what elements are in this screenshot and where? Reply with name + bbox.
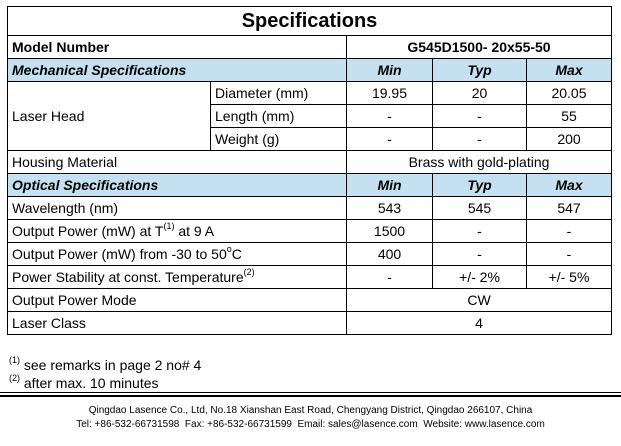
table-row bbox=[8, 243, 612, 266]
footer-address: Qingdao Lasence Co., Ltd, No.18 Xianshan East Road, Chengyang District, Qingdao 266107, China bbox=[88, 405, 533, 416]
label-text: at 9 A bbox=[174, 222, 215, 239]
optical-header-row bbox=[8, 174, 612, 197]
wavelength-label: Wavelength (nm) bbox=[8, 197, 347, 220]
divider bbox=[0, 392, 621, 393]
label-text: Output Power (mW) from -30 to 50 bbox=[12, 245, 227, 262]
housing-material-row bbox=[8, 151, 612, 174]
laser-head-label: Laser Head bbox=[8, 82, 211, 151]
optical-section-title: Optical Specifications bbox=[8, 174, 347, 197]
typ-value: - bbox=[433, 105, 527, 128]
table-row bbox=[8, 266, 612, 289]
title-row bbox=[8, 7, 612, 36]
mechanical-section-title: Mechanical Specifications bbox=[8, 59, 347, 82]
output-power-range-label bbox=[8, 243, 347, 266]
min-value: - bbox=[347, 128, 433, 151]
typ-value: - bbox=[433, 243, 527, 266]
footnote-mark: (1) bbox=[163, 220, 175, 231]
max-value: - bbox=[527, 243, 612, 266]
divider bbox=[0, 395, 621, 397]
table-row bbox=[8, 289, 612, 312]
min-value: 543 bbox=[347, 197, 433, 220]
typ-value: 545 bbox=[433, 197, 527, 220]
table-row bbox=[8, 82, 612, 105]
model-number-label: Model Number bbox=[8, 36, 347, 59]
laser-class-value: 4 bbox=[347, 312, 612, 335]
label-text: Power Stability at const. Temperature bbox=[12, 268, 244, 285]
param-label: Weight (g) bbox=[211, 128, 347, 151]
min-value: 1500 bbox=[347, 220, 433, 243]
column-min-header: Min bbox=[347, 59, 433, 82]
max-value: 20.05 bbox=[527, 82, 612, 105]
max-value: 55 bbox=[527, 105, 612, 128]
column-typ-header: Typ bbox=[433, 174, 527, 197]
typ-value: - bbox=[433, 220, 527, 243]
footer-contact: Tel: +86-532-66731598 Fax: +86-532-66731599 Email: sales@lasence.com Website: www.lasence.com bbox=[76, 419, 545, 430]
typ-value: - bbox=[433, 128, 527, 151]
min-value: - bbox=[347, 266, 433, 289]
footnotes bbox=[9, 356, 201, 392]
param-label: Length (mm) bbox=[211, 105, 347, 128]
housing-material-label: Housing Material bbox=[8, 151, 347, 174]
footnote-mark: (1) bbox=[9, 355, 20, 366]
footnote bbox=[9, 374, 201, 392]
output-power-mode-value: CW bbox=[347, 289, 612, 312]
footer bbox=[0, 404, 621, 432]
footnote-mark: (2) bbox=[9, 373, 20, 384]
param-label: Diameter (mm) bbox=[211, 82, 347, 105]
max-value: +/- 5% bbox=[527, 266, 612, 289]
max-value: 547 bbox=[527, 197, 612, 220]
max-value: - bbox=[527, 220, 612, 243]
column-min-header: Min bbox=[347, 174, 433, 197]
label-text: Output Power (mW) at T bbox=[12, 222, 164, 239]
power-stability-label bbox=[8, 266, 347, 289]
table-row bbox=[8, 312, 612, 335]
model-number-row bbox=[8, 36, 612, 59]
page-title: Specifications bbox=[8, 7, 612, 36]
column-max-header: Max bbox=[527, 59, 612, 82]
min-value: - bbox=[347, 105, 433, 128]
table-row bbox=[8, 220, 612, 243]
footnote bbox=[9, 356, 201, 374]
min-value: 19.95 bbox=[347, 82, 433, 105]
output-power-label bbox=[8, 220, 347, 243]
column-typ-header: Typ bbox=[433, 59, 527, 82]
degree-mark: o bbox=[226, 243, 232, 254]
footnote-text: see remarks in page 2 no# 4 bbox=[20, 357, 202, 373]
model-number-value: G545D1500- 20x55-50 bbox=[347, 36, 612, 59]
typ-value: 20 bbox=[433, 82, 527, 105]
table-row bbox=[8, 197, 612, 220]
specifications-table bbox=[7, 6, 612, 335]
laser-class-label: Laser Class bbox=[8, 312, 347, 335]
footnote-mark: (2) bbox=[243, 266, 255, 277]
column-max-header: Max bbox=[527, 174, 612, 197]
housing-material-value: Brass with gold-plating bbox=[347, 151, 612, 174]
min-value: 400 bbox=[347, 243, 433, 266]
footnote-text: after max. 10 minutes bbox=[20, 375, 159, 391]
max-value: 200 bbox=[527, 128, 612, 151]
typ-value: +/- 2% bbox=[433, 266, 527, 289]
label-text: C bbox=[231, 245, 242, 262]
mechanical-header-row bbox=[8, 59, 612, 82]
output-power-mode-label: Output Power Mode bbox=[8, 289, 347, 312]
